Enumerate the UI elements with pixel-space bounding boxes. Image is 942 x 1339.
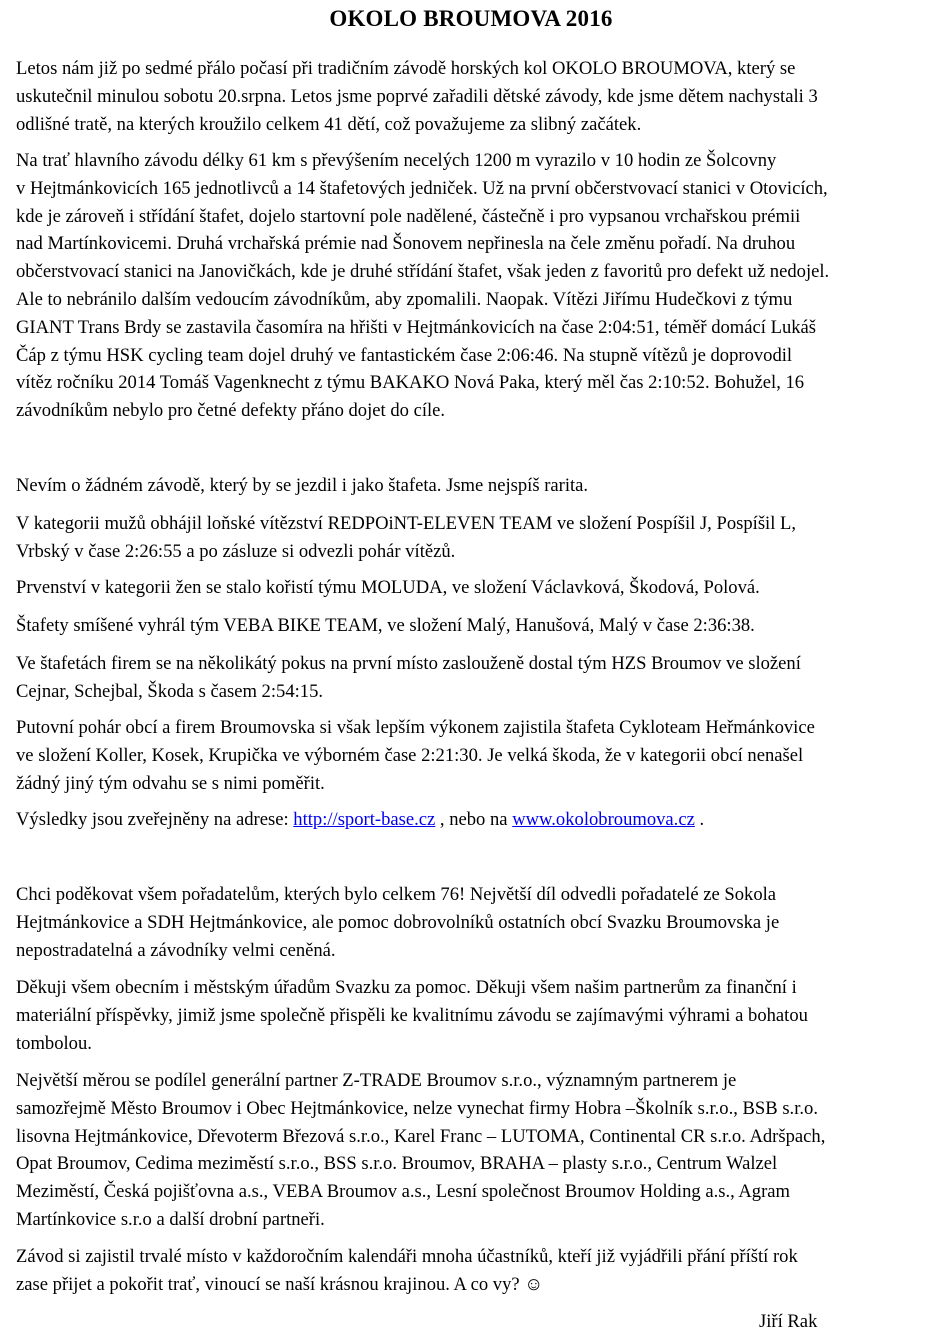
paragraph-results-links [16,806,936,834]
text-line: odlišné tratě, na kterých kroužilo celkem 41 dětí, což považujeme za slibný začátek. [16,113,642,135]
text-line: nad Martínkovicemi. Druhá vrchařská prémie nad Šonovem nepřinesla na čele změnu pořadí. Na druhou [16,233,796,255]
text-line [16,806,936,834]
paragraph-thanks-partners [16,974,936,1057]
text-line: závodníkům nebylo pro četné defekty přáno dojet do cíle. [16,400,446,422]
text-line: Štafety smíšené vyhrál tým VEBA BIKE TEAM, ve složení Malý, Hanušová, Malý v čase 2:36:38. [16,615,755,636]
text-line: ve složení Koller, Kosek, Krupička ve výborném čase 2:21:30. Je velká škoda, že v kategorii obcí nenašel [16,744,804,766]
paragraph-thanks-organizers [16,881,936,964]
text-line: Cejnar, Schejbal, Škoda s časem 2:54:15. [16,680,324,702]
text-line: Martínkovice s.r.o a další drobní partneři. [16,1208,325,1230]
text-line: Ve štafetách firem se na několikátý pokus na první místo zaslouženě dostal tým HZS Broumov ve složení [16,653,801,674]
text-line: Meziměstí, Česká pojišťovna a.s., VEBA Broumov a.s., Lesní společnost Broumov Holding a.s., Agram [16,1181,791,1203]
text-line: Největší měrou se podílel generální partner Z-TRADE Broumov s.r.o., významným partnerem je [16,1070,737,1091]
text-line: Chci poděkovat všem pořadatelům, kterých bylo celkem 76! Největší díl odvedli pořadatelé ze Sokola [16,884,777,905]
paragraph-sponsors [16,1067,936,1234]
results-prefix-text: Výsledky jsou zveřejněny na adrese: [16,809,294,830]
text-line: Putovní pohár obcí a firem Broumovska si však lepším výkonem zajistila štafeta Cykloteam Heřmánkovice [16,717,815,738]
paragraph-race-report [16,147,936,425]
results-suffix-text: . [694,809,705,830]
results-middle-text: , nebo na [435,809,513,830]
text-line: nepostradatelná a závodníky velmi ceněná. [16,939,336,961]
text-line: materiální příspěvky, jimiž jsme společně přispěli ke kvalitnímu závodu se zajímavými výhrami a bohatou [16,1004,808,1026]
text-line: zase přijet a pokořit trať, vinoucí se naší krásnou krajinou. A co vy? ☺ [16,1273,544,1295]
text-line: Prvenství v kategorii žen se stalo kořistí týmu MOLUDA, ve složení Václavková, Škodová, Polová. [16,577,760,598]
paragraph-mixed-relay [16,612,936,640]
text-line: tombolou. [16,1032,92,1054]
text-line: V kategorii mužů obhájil loňské vítězství REDPOiNT-ELEVEN TEAM ve složení Pospíšil J, Pospíšil L, [16,513,797,534]
text-line: Letos nám již po sedmé přálo počasí při tradičním závodě horských kol OKOLO BROUMOVA, který se [16,58,796,79]
text-line: GIANT Trans Brdy se zastavila časomíra na hřišti v Hejtmánkovicích na čase 2:04:51, téměř domácí Lukáš [16,316,817,338]
text-line: Na trať hlavního závodu délky 61 km s převýšením necelých 1200 m vyrazilo v 10 hodin ze Šolcovny [16,150,777,171]
paragraph-relay-rarity [16,472,936,500]
document-title: OKOLO BROUMOVA 2016 [329,6,613,31]
paragraph-intro [16,55,936,138]
text-line: žádný jiný tým odvahu se s nimi poměřit. [16,772,325,794]
text-line: Ale to nebránilo dalším vedoucím závodníkům, aby zpomalili. Naopak. Vítězi Jiřímu Hudečkovi z týmu [16,288,793,310]
text-line: Nevím o žádném závodě, který by se jezdil i jako štafeta. Jsme nejspíš rarita. [16,475,589,496]
text-line: Vrbský v čase 2:26:55 a po zásluze si odvezli pohár vítězů. [16,540,456,562]
text-line: kde je zároveň i střídání štafet, dojelo startovní pole nadělené, částečně i pro vypsanou vrchařskou prémii [16,205,801,227]
okolobroumova-link[interactable]: www.okolobroumova.cz [512,809,695,830]
text-line: samozřejmě Město Broumov i Obec Hejtmánkovice, nelze vynechat firmy Hobra –Školník s.r.o., BSB s.r.o. [16,1097,818,1119]
text-line: lisovna Hejtmánkovice, Dřevoterm Březová s.r.o., Karel Franc – LUTOMA, Continental CR s.r.o. Adršpach, [16,1125,826,1147]
paragraph-closing [16,1243,936,1299]
paragraph-company-relay [16,650,936,706]
text-line: uskutečnil minulou sobotu 20.srpna. Letos jsme poprvé zařadili dětské závody, kde jsme dětem nachystali 3 [16,85,818,107]
text-line: Čáp z týmu HSK cycling team dojel druhý ve fantastickém čase 2:06:46. Na stupně vítězů je doprovodil [16,344,793,366]
paragraph-challenge-cup [16,714,936,797]
paragraph-men-category [16,510,936,566]
text-line: Děkuji všem obecním i městským úřadům Svazku za pomoc. Děkuji všem našim partnerům za finanční i [16,977,797,998]
text-line: občerstvovací stanici na Janovičkách, kde je druhé střídání štafet, však jeden z favoritů pro defekt už nedojel. [16,261,830,283]
sport-base-link[interactable]: http://sport-base.cz [293,809,436,830]
text-line: v Hejtmánkovicích 165 jednotlivců a 14 štafetových jedniček. Už na první občerstvovací stanici v Otovicích, [16,177,828,199]
text-line: Hejtmánkovice a SDH Hejtmánkovice, ale pomoc dobrovolníků ostatních obcí Svazku Broumovska je [16,911,780,933]
text-line: vítěz ročníku 2014 Tomáš Vagenknecht z týmu BAKAKO Nová Paka, který měl čas 2:10:52. Bohužel, 16 [16,372,805,394]
text-line: Opat Broumov, Cedima meziměstí s.r.o., BSS s.r.o. Broumov, BRAHA – plasty s.r.o., Centrum Walzel [16,1153,778,1175]
author-signature: Jiří Rak [759,1311,818,1332]
text-line: Závod si zajistil trvalé místo v každoročním kalendáři mnoha účastníků, kteří již vyjádřili přání příští rok [16,1246,798,1267]
paragraph-women-category [16,574,936,602]
